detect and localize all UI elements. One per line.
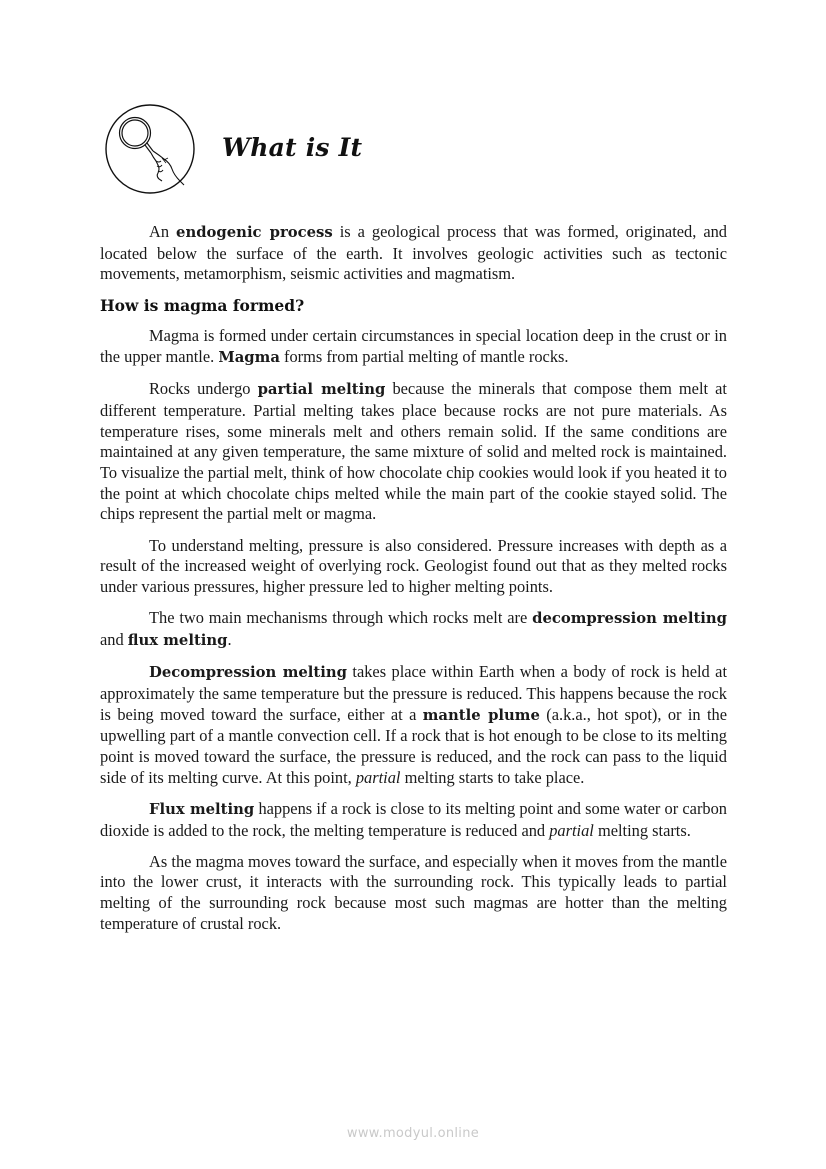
text-run: forms from partial melting of mantle rocks. bbox=[279, 347, 569, 367]
text-run: is a geological process that was formed, originated, and located below the surface of the earth. It involves geologic activities such as tectonic movements, metamorphism, seismic activities and magmatism. bbox=[100, 222, 727, 284]
document-body bbox=[100, 222, 727, 945]
bold-term: decompression melting bbox=[532, 610, 727, 628]
italic-term: partial bbox=[549, 820, 594, 840]
text-run: Magma is formed under certain circumstances in special location deep in the crust or in the upper mantle. bbox=[100, 326, 727, 367]
text-run: An bbox=[149, 222, 177, 241]
magnifying-glass-hand-icon bbox=[104, 103, 196, 195]
watermark: www.modyul.online bbox=[346, 1126, 480, 1141]
text-run: because the minerals that compose them melt at different temperature. Partial melting takes place because rocks are not pure materials. As temperature rises, some minerals melt and others remain solid. If the same conditions are maintained at any given temperature, the same mixture of solid and melted rock is maintained. To visualize the partial melt, think of how chocolate chip cookies would look if you heated it to the point at which chocolate chips melted while the main part of the cookie stayed solid. The chips represent the partial melt or magma. bbox=[100, 379, 727, 524]
section-paragraphs bbox=[100, 326, 727, 934]
text-run: (a.k.a., hot spot), or in the upwelling part of a mantle convection cell. If a rock that is hot enough to be close to its melting point is moved toward the surface, the pressure is reduced, and the rock can pass to the liquid side of its melting curve. At this point, bbox=[100, 704, 728, 787]
text-run: To understand melting, pressure is also considered. Pressure increases with depth as a result of the increased weight of overlying rock. Geologist found out that as they melted rocks under various pressures, higher pressure led to higher melting points. bbox=[100, 535, 727, 597]
text-run: and bbox=[100, 629, 128, 649]
bold-term: Decompression melting bbox=[149, 664, 347, 682]
body-paragraph bbox=[100, 662, 727, 788]
bold-term: mantle plume bbox=[422, 706, 540, 724]
text-run: As the magma moves toward the surface, and especially when it moves from the mantle into the lower crust, it interacts with the surrounding rock. This typically leads to partial melting of the surrounding rock because most such magmas are hotter than the melting temperature of crustal rock. bbox=[100, 851, 727, 933]
bold-term: Flux melting bbox=[149, 800, 255, 818]
body-paragraph bbox=[100, 608, 727, 651]
page-title: What is It bbox=[222, 133, 363, 162]
text-run: . bbox=[227, 629, 232, 649]
body-paragraph bbox=[100, 536, 727, 598]
body-paragraph bbox=[100, 379, 727, 525]
text-run: melting starts. bbox=[593, 820, 691, 840]
body-paragraph bbox=[100, 852, 727, 935]
bold-term: endogenic process bbox=[176, 224, 333, 241]
bold-term: partial melting bbox=[257, 381, 386, 399]
section-heading: How is magma formed? bbox=[100, 295, 305, 315]
section-header bbox=[104, 103, 704, 198]
italic-term: partial bbox=[355, 767, 401, 787]
body-paragraph bbox=[100, 799, 727, 841]
intro-paragraph bbox=[100, 222, 727, 285]
text-run: takes place within Earth when a body of rock is held at approximately the same temperature but the pressure is reduced. This happens because the rock is being moved toward the surface, either at a bbox=[100, 662, 728, 724]
text-run: The two main mechanisms through which rocks melt are bbox=[149, 608, 533, 628]
text-run: Rocks undergo bbox=[149, 379, 258, 399]
body-paragraph bbox=[100, 326, 727, 368]
text-run: melting starts to take place. bbox=[400, 767, 585, 787]
bold-term: flux melting bbox=[127, 631, 228, 649]
bold-term: Magma bbox=[218, 349, 280, 367]
text-run: happens if a rock is close to its melting point and some water or carbon dioxide is added to the rock, the melting temperature is reduced and bbox=[100, 798, 727, 840]
